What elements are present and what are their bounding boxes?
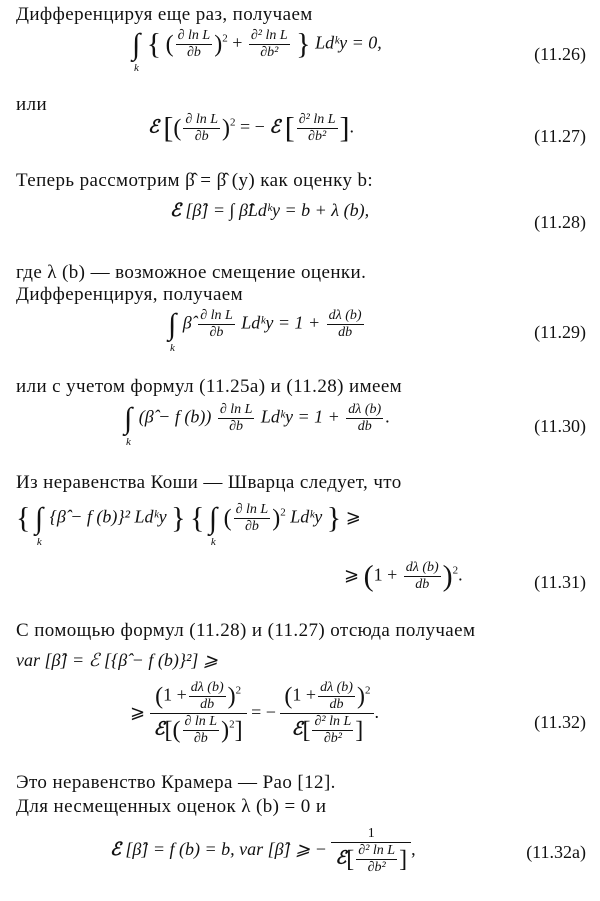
integral-sign: ∫ k (132, 27, 141, 74)
text-line: Из неравенства Коши — Шварца следует, что (16, 472, 402, 493)
text-line: или с учетом формул (11.25а) и (11.28) имеем (16, 376, 403, 397)
text-line: С помощью формул (11.28) и (11.27) отсюда получаем (16, 620, 476, 641)
equation-11-30: ∫ k (β̂ − f (b)) $\frac{\text{∂ ln L}}{\partial b}$ Ldᵏy = 1 + $\frac{d\lambda (b)}{db}$ . (124, 401, 390, 448)
equation-number: (11.30) (534, 416, 586, 436)
equation-number: (11.32a) (526, 842, 586, 862)
integral-sign: ∫ k (124, 401, 133, 448)
equation-var-line: var [β̂] = ℰ [{β̂ − f (b)}²] ⩾ (16, 650, 218, 670)
equation-number: (11.31) (534, 572, 586, 592)
text-line: Дифференцируя еще раз, получаем (16, 4, 313, 25)
integral-sign: ∫ k (208, 501, 218, 548)
equation-number: (11.27) (534, 126, 586, 146)
text-line: где λ (b) — возможное смещение оценки. (16, 262, 367, 283)
equation-11-26: ∫ k { ( $\frac{\text{∂ ln L}}{\partial b}$ )$^2$ + $\frac{\text{∂² ln L}}{\text{∂b²}}$ } Ldᵏy = 0, (132, 27, 382, 74)
equation-11-31-line2: ⩾ (1 + $\frac{d\lambda (b)}{db}$ )$^2$. (344, 559, 463, 593)
equation-number: (11.29) (534, 322, 586, 342)
text-line: или (16, 94, 48, 115)
integral-sign: ∫ k (34, 501, 44, 548)
text-line: Дифференцируя, получаем (16, 284, 244, 305)
equation-11-27: ℰ [( $\frac{\text{∂ ln L}}{\partial b}$ )$^2$ = − ℰ [ $\frac{\text{∂² ln L}}{\text{∂b²}}$ ]. (148, 111, 355, 145)
equation-11-32a: ℰ [β̂] = f (b) = b, var [β̂] ⩾ − 1 ℰ[ $\frac{\text{∂² ln L}}{\text{∂b²}}$ ] , (110, 826, 416, 876)
equation-11-28: ℰ [β̂] = ∫ β̂Ldᵏy = b + λ (b), (170, 200, 370, 220)
equation-number: (11.28) (534, 212, 586, 232)
equation-number: (11.26) (534, 44, 586, 64)
equation-11-31-line1: { ∫ k {β̂ − f (b)}² Ldᵏy } { ∫ k ( $\frac{\text{∂ ln L}}{\partial b}$ )$^2$ Ldᵏy } ⩾ (16, 501, 361, 548)
equation-11-32: ⩾ (1 + $\frac{d\lambda (b)}{db}$ )$^2$ ℰ[( $\frac{\text{∂ ln L}}{\partial b}$ )$^2$] = − (1 + $\frac{d\lambda (b)}{db}$ )$^2$ ℰ[ $\frac{\text{∂² ln L}}{\text{∂b²}}$ ] . (130, 680, 379, 747)
text-line: Это неравенство Крамера — Рао [12]. (16, 772, 336, 793)
text-line: Теперь рассмотрим β̂ = β̂ (y) как оценку b: (16, 170, 374, 191)
equation-number: (11.32) (534, 712, 586, 732)
text-line: Для несмещенных оценок λ (b) = 0 и (16, 796, 327, 817)
equation-11-29: ∫ k β̂ $\frac{\text{∂ ln L}}{\partial b}$ Ldᵏy = 1 + $\frac{d\lambda (b)}{db}$ (168, 307, 362, 354)
integral-sign: ∫ k (168, 307, 177, 354)
